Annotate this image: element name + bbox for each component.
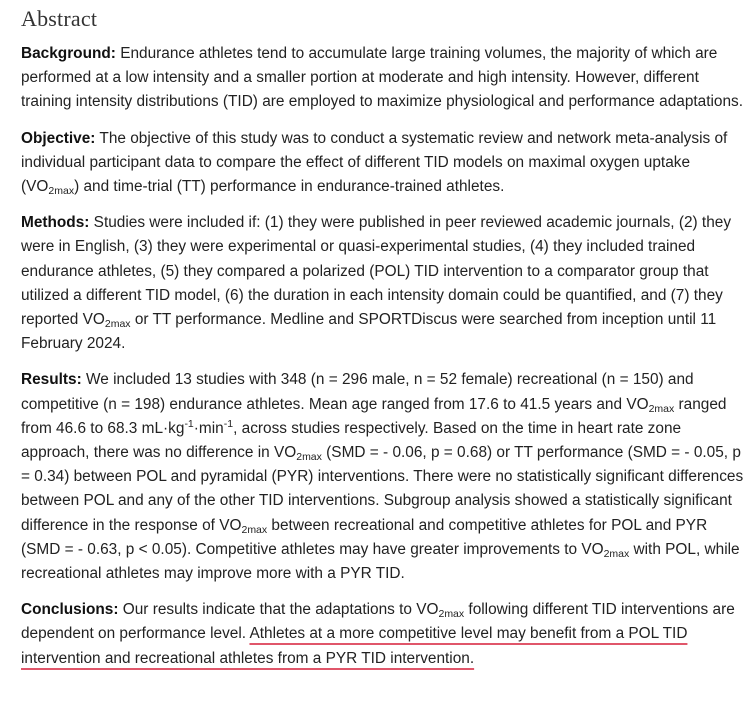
background-label: Background: <box>21 45 116 62</box>
methods-section <box>21 211 746 356</box>
objective-label: Objective: <box>21 129 96 147</box>
vo2max-term: $VO_{2max}$ <box>626 395 675 415</box>
results-text-5: between recreational and competitive athletes for POL and PYR (SMD = - 0.63, p < 0.05). Competitive athletes may have greater improvements to <box>21 516 708 558</box>
methods-text-2: or TT performance. Medline and SPORTDiscus were searched from inception until 11 February 2024. <box>21 311 717 353</box>
results-label: Results: <box>21 371 82 389</box>
results-text-6: with POL, while recreational athletes may improve more with a PYR TID. <box>21 540 740 583</box>
vo2max-term: $VO_{2max}$ <box>82 311 131 331</box>
results-section <box>21 368 746 586</box>
objective-section <box>21 127 746 200</box>
highlighted-conclusion: Athletes at a more competitive level may benefit from a POL TID intervention and recreational athletes from a PYR TID intervention. <box>21 625 688 667</box>
objective-text-1: The objective of this study was to conduct a systematic review and network meta-analysis of individual participant data to compare the effect of different TID models on maximal oxygen uptake ( <box>21 129 728 196</box>
vo2max-term: $VO_{2max}$ <box>219 516 268 536</box>
methods-text-1: Studies were included if: (1) they were published in peer reviewed academic journals, (2) they were in English, (3) they were experimental or quasi-experimental studies, (4) they included trained endurance athletes, (5) they compared a polarized (POL) TID intervention to a comparator group that utilized a different TID model, (6) the duration in each intensity domain could be quantified, and (7) they reported <box>21 214 732 329</box>
results-text-4: (SMD = - 0.06, p = 0.68) or TT performance (SMD = - 0.05, p = 0.34) between POL and pyramidal (PYR) interventions. There were no statistically significant differences between POL and any of the other TID interventions. Subgroup analysis showed a statistically significant difference in the response of <box>21 444 744 534</box>
results-text-3: , across studies respectively. Based on the time in heart rate zone approach, there was no difference in <box>21 419 682 462</box>
results-text-1: We included 13 studies with 348 (n = 296 male, n = 52 female) recreational (n = 150) and competitive (n = 198) endurance athletes. Mean age ranged from 17.6 to 41.5 years and <box>21 371 694 413</box>
results-text-2: ranged from 46.6 to 68.3 <box>21 395 727 437</box>
unit-ml-kg-min: $mL\cdot kg^{-1}\cdot\min^{-1}$ <box>141 417 234 437</box>
conclusions-label: Conclusions: <box>21 601 119 619</box>
abstract-panel <box>21 6 746 683</box>
abstract-heading: Abstract <box>21 6 98 31</box>
objective-text-2: ) and time-trial (TT) performance in endurance-trained athletes. <box>74 178 505 196</box>
background-section <box>21 42 746 115</box>
vo2max-term: $VO_{2max}$ <box>416 601 465 621</box>
vo2max-term: $VO_{2max}$ <box>581 540 630 560</box>
conclusions-section <box>21 598 746 671</box>
conclusions-text-1: Our results indicate that the adaptations to <box>118 601 417 619</box>
conclusions-text-2: following different TID interventions are dependent on performance level. <box>21 601 735 643</box>
background-text: Endurance athletes tend to accumulate large training volumes, the majority of which are performed at a low intensity and a smaller portion at moderate and high intensity. However, different training intensity distributions (TID) are employed to maximize physiological and performance adaptations. <box>21 45 743 111</box>
methods-label: Methods: <box>21 214 90 232</box>
vo2max-term: $VO_{2max}$ <box>26 178 75 198</box>
vo2max-term: $VO_{2max}$ <box>273 444 322 464</box>
